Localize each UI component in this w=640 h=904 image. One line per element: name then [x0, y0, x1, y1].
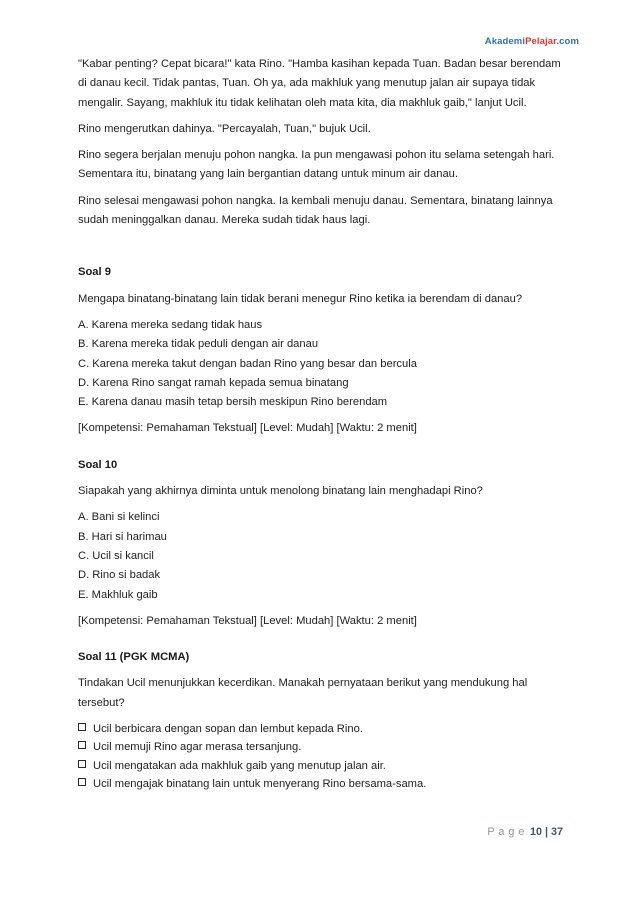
question-prompt: [78, 482, 580, 501]
checkbox-icon[interactable]: [78, 760, 86, 768]
checkbox-option: [78, 757, 580, 775]
text-line: sudah meninggalkan danau. Mereka sudah tidak haus lagi.: [78, 214, 371, 227]
question-title-soal-9: Soal 9: [78, 266, 111, 279]
text-line: Rino mengerutkan dahinya. "Percayalah, Tuan," bujuk Ucil.: [78, 122, 371, 135]
checkbox-option-label: Ucil mengajak binatang lain untuk menyerang Rino bersama-sama.: [93, 778, 427, 791]
answer-option-a: A. Karena mereka sedang tidak haus: [78, 318, 263, 331]
question-prompt: [78, 674, 580, 713]
answer-options-list: [78, 508, 580, 604]
story-paragraph: [78, 146, 580, 185]
answer-option-c: C. Karena mereka takut dengan badan Rino yang besar dan bercula: [78, 357, 417, 370]
answer-option-c: C. Ucil si kancil: [78, 549, 154, 562]
question-meta: [Kompetensi: Pemahaman Tekstual] [Level: Mudah] [Waktu: 2 menit]: [78, 614, 417, 627]
text-line: Rino selesai mengawasi pohon nangka. Ia kembali menuju danau. Sementara, binatang lainnya: [78, 194, 553, 207]
text-line: Siapakah yang akhirnya diminta untuk menolong binatang lain menghadapi Rino?: [78, 485, 483, 498]
text-line: "Kabar penting? Cepat bicara!" kata Rino. "Hamba kasihan kepada Tuan. Badan besar berendam: [78, 58, 561, 70]
answer-option-b: B. Karena mereka tidak peduli dengan air danau: [78, 338, 319, 351]
answer-option-a: A. Bani si kelinci: [78, 511, 160, 524]
checkbox-options-list: [78, 720, 580, 794]
answer-option-b: B. Hari si harimau: [78, 530, 167, 543]
answer-options-list: [78, 316, 580, 412]
answer-option-d: D. Karena Rino sangat ramah kepada semua binatang: [78, 376, 349, 389]
document-body: [78, 55, 580, 794]
checkbox-option: [78, 775, 580, 793]
text-line: Mengapa binatang-binatang lain tidak berani menegur Rino ketika ia berendam di danau?: [78, 292, 523, 305]
brand-logo: [485, 36, 579, 48]
question-title-soal-11: Soal 11 (PGK MCMA): [78, 651, 190, 664]
checkbox-option: [78, 738, 580, 756]
story-paragraph: [78, 120, 580, 139]
brand-domain-suffix: .com: [556, 36, 579, 47]
footer-page-label: P a g e: [487, 826, 525, 838]
checkbox-icon[interactable]: [78, 723, 86, 731]
text-line: mengalir. Sayang, makhluk itu tidak kelihatan oleh mata kita, dia makhluk gaib," lanjut Ucil.: [78, 96, 527, 109]
question-meta: [Kompetensi: Pemahaman Tekstual] [Level: Mudah] [Waktu: 2 menit]: [78, 422, 417, 435]
text-line: di danau kecil. Tidak pantas, Tuan. Oh ya, ada makhluk yang menutup jalan air supaya tidak: [78, 77, 536, 90]
checkbox-option-label: Ucil memuji Rino agar merasa tersanjung.: [93, 741, 302, 754]
checkbox-option-label: Ucil mengatakan ada makhluk gaib yang menutup jalan air.: [93, 759, 386, 772]
question-prompt: [78, 290, 580, 309]
answer-option-d: D. Rino si badak: [78, 569, 161, 582]
text-line: tersebut?: [78, 696, 125, 709]
page-footer: [487, 825, 563, 840]
answer-option-e: E. Karena danau masih tetap bersih meskipun Rino berendam: [78, 396, 388, 409]
text-line: Tindakan Ucil menunjukkan kecerdikan. Manakah pernyataan berikut yang mendukung hal: [78, 677, 528, 690]
text-line: Rino segera berjalan menuju pohon nangka. Ia pun mengawasi pohon itu selama setengah hari.: [78, 149, 555, 162]
checkbox-icon[interactable]: [78, 778, 86, 786]
checkbox-option-label: Ucil berbicara dengan sopan dan lembut kepada Rino.: [93, 723, 363, 736]
brand-akademi: Akademi: [484, 36, 526, 47]
answer-option-e: E. Makhluk gaib: [78, 588, 158, 601]
footer-page-number: 10 | 37: [529, 826, 563, 838]
checkbox-option: [78, 720, 580, 738]
question-title-soal-10: Soal 10: [78, 458, 118, 471]
checkbox-icon[interactable]: [78, 741, 86, 749]
story-paragraph: [78, 192, 580, 231]
text-line: Sementara itu, binatang yang lain bergantian datang untuk minum air danau.: [78, 168, 459, 181]
brand-pelajar: Pelajar: [525, 36, 557, 47]
story-paragraph: [78, 55, 580, 113]
